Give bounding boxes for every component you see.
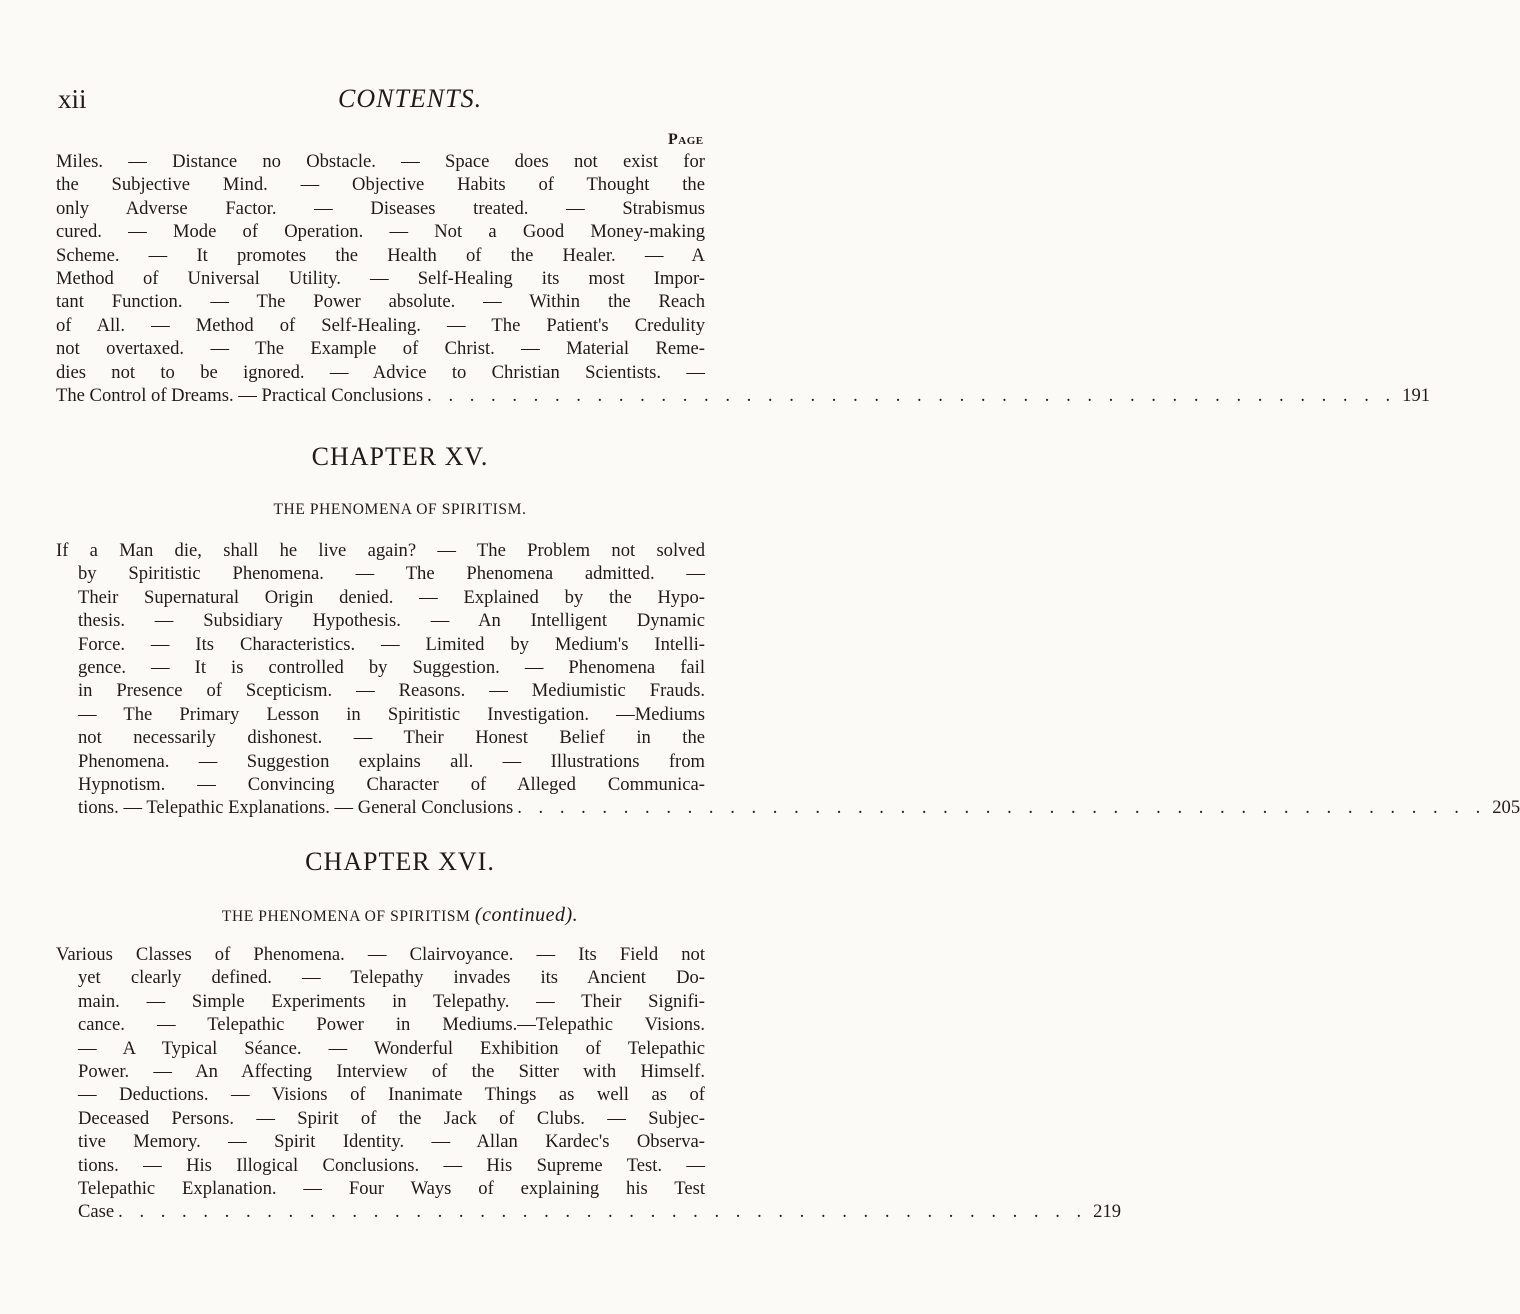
chapter-title-xvi-suffix: (continued). bbox=[474, 904, 579, 926]
toc-line: cance. — Telepathic Power in Mediums.—Telepathic Visions. bbox=[78, 1014, 705, 1036]
toc-last-line-text: The Control of Dreams. — Practical Conclusions bbox=[56, 384, 424, 406]
toc-line: by Spiritistic Phenomena. — The Phenomena admitted. — bbox=[78, 563, 705, 585]
toc-line: Force. — Its Characteristics. — Limited by Medium's Intelli- bbox=[78, 633, 705, 655]
dot-leader: . . . . . . . . . . . . . . . . . . . . . . . . . . . . . . . . . . . . . . . . . . . . . . bbox=[118, 1201, 1088, 1223]
toc-entry-chapter-xvi bbox=[56, 943, 1122, 1224]
toc-page-number: 219 bbox=[1093, 1201, 1122, 1223]
toc-line: tant Function. — The Power absolute. — Within the Reach bbox=[56, 291, 705, 313]
toc-line: Method of Universal Utility. — Self-Healing its most Impor- bbox=[56, 267, 705, 289]
running-title: CONTENTS. bbox=[338, 84, 483, 113]
page-number: xii bbox=[58, 84, 87, 114]
toc-last-line bbox=[56, 384, 1431, 407]
toc-line: Power. — An Affecting Interview of the Sitter with Himself. bbox=[78, 1060, 705, 1082]
toc-line: thesis. — Subsidiary Hypothesis. — An Intelligent Dynamic bbox=[78, 610, 705, 632]
toc-line: Their Supernatural Origin denied. — Explained by the Hypo- bbox=[78, 586, 705, 608]
chapter-title-xvi-main: THE PHENOMENA OF SPIRITISM bbox=[221, 908, 471, 925]
toc-line: Various Classes of Phenomena. — Clairvoyance. — Its Field not bbox=[56, 944, 705, 965]
toc-line: cured. — Mode of Operation. — Not a Good Money-making bbox=[56, 221, 705, 243]
toc-line: Scheme. — It promotes the Health of the Healer. — A bbox=[56, 244, 705, 266]
toc-line: Miles. — Distance no Obstacle. — Space does not exist for bbox=[56, 151, 705, 172]
toc-last-line-text: Case bbox=[78, 1201, 115, 1223]
toc-last-line-text: tions. — Telepathic Explanations. — General Conclusions bbox=[78, 797, 514, 819]
toc-line: Deceased Persons. — Spirit of the Jack of Clubs. — Subjec- bbox=[78, 1107, 705, 1129]
toc-line: only Adverse Factor. — Diseases treated. — Strabismus bbox=[56, 197, 705, 219]
toc-line: Hypnotism. — Convincing Character of Alleged Communica- bbox=[78, 773, 705, 795]
page-column-label: Page bbox=[668, 131, 704, 148]
dot-leader: . . . . . . . . . . . . . . . . . . . . . . . . . . . . . . . . . . . . . . . . . . . . . . bbox=[427, 384, 1397, 406]
toc-line: gence. — It is controlled by Suggestion. — Phenomena fail bbox=[78, 656, 705, 678]
chapter-title-xv: THE PHENOMENA OF SPIRITISM. bbox=[273, 501, 527, 518]
toc-line: Phenomena. — Suggestion explains all. — Illustrations from bbox=[78, 750, 705, 772]
toc-line: dies not to be ignored. — Advice to Christian Scientists. — bbox=[56, 361, 705, 383]
toc-page-number: 191 bbox=[1402, 384, 1431, 406]
chapter-heading-xvi: CHAPTER XVI. bbox=[305, 847, 495, 876]
toc-entry-continued bbox=[56, 150, 1431, 407]
toc-line: of All. — Method of Self-Healing. — The Patient's Credulity bbox=[56, 314, 705, 336]
toc-line: Telepathic Explanation. — Four Ways of explaining his Test bbox=[78, 1177, 705, 1199]
toc-line: not overtaxed. — The Example of Christ. — Material Reme- bbox=[56, 338, 705, 360]
toc-entry-chapter-xv bbox=[56, 539, 1520, 820]
toc-last-line bbox=[56, 796, 1520, 819]
toc-line: main. — Simple Experiments in Telepathy. — Their Signifi- bbox=[78, 990, 705, 1012]
toc-line: the Subjective Mind. — Objective Habits of Thought the bbox=[56, 174, 705, 196]
toc-page-number: 205 bbox=[1492, 797, 1520, 819]
toc-line: yet clearly defined. — Telepathy invades its Ancient Do- bbox=[78, 967, 705, 989]
toc-line: tions. — His Illogical Conclusions. — His Supreme Test. — bbox=[78, 1154, 705, 1176]
toc-line: — A Typical Séance. — Wonderful Exhibition of Telepathic bbox=[78, 1037, 705, 1059]
chapter-title-xvi bbox=[0, 904, 800, 927]
dot-leader: . . . . . . . . . . . . . . . . . . . . . . . . . . . . . . . . . . . . . . . . . . . . . . bbox=[517, 797, 1487, 819]
toc-line: in Presence of Scepticism. — Reasons. — Mediumistic Frauds. bbox=[78, 680, 705, 702]
toc-line: — Deductions. — Visions of Inanimate Things as well as of bbox=[78, 1084, 705, 1106]
toc-line: not necessarily dishonest. — Their Honest Belief in the bbox=[78, 727, 705, 749]
toc-last-line bbox=[56, 1200, 1122, 1223]
chapter-heading-xv: CHAPTER XV. bbox=[311, 442, 489, 471]
toc-line: If a Man die, shall he live again? — The Problem not solved bbox=[56, 540, 705, 561]
toc-line: — The Primary Lesson in Spiritistic Investigation. —Mediums bbox=[78, 703, 705, 725]
toc-line: tive Memory. — Spirit Identity. — Allan Kardec's Observa- bbox=[78, 1131, 705, 1153]
